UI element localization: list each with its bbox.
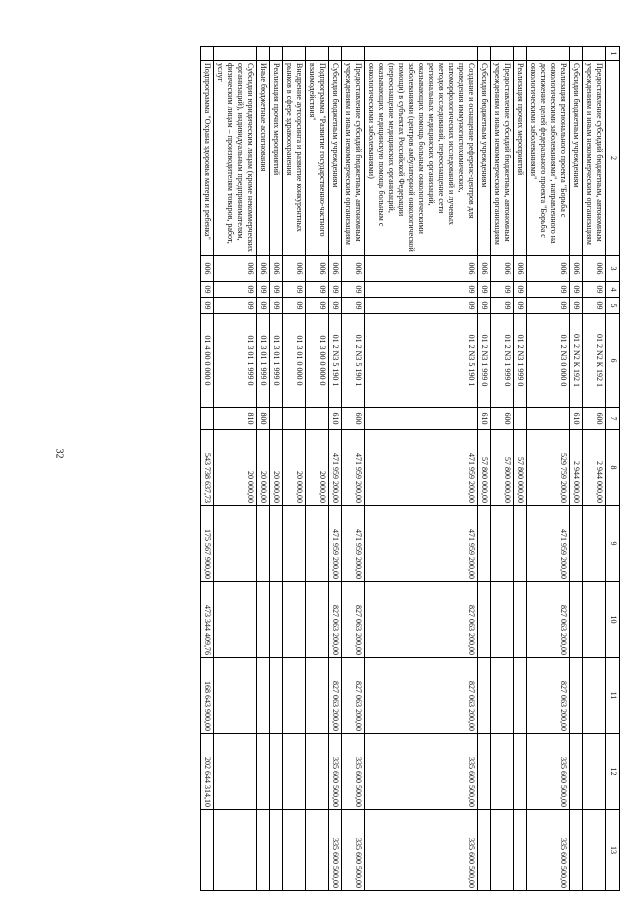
table-cell	[283, 506, 306, 582]
table-cell	[306, 506, 329, 582]
table-cell: 09	[478, 298, 491, 314]
row-name-cell: Реализация регионального проекта "Борьба с онкологическими заболеваниями", направленного на достижение целей федерального проекта "Борьба с онкологическими заболеваниями"	[527, 61, 570, 256]
table-row	[257, 47, 270, 891]
table-cell: 600	[491, 408, 514, 430]
target-code-cell: 01 3 01 1 999 0	[214, 314, 257, 408]
target-code-cell: 01 2 N3 5 190 1	[329, 314, 342, 408]
table-cell: 09	[583, 298, 606, 314]
table-cell: 810	[214, 408, 257, 430]
budget-table-container	[200, 46, 620, 890]
table-cell	[491, 810, 514, 891]
target-code-cell: 01 2 N3 5 190 1	[342, 314, 365, 408]
row-name-cell: Реализация прочих мероприятий	[270, 61, 283, 256]
row-name-cell: Подпрограмма "Развитие государственно-частного взаимодействия"	[306, 61, 329, 256]
table-row	[342, 47, 365, 891]
table-cell	[570, 810, 583, 891]
table-cell	[583, 658, 606, 734]
table-cell	[478, 658, 491, 734]
table-cell	[491, 734, 514, 810]
table-cell	[283, 582, 306, 658]
table-body	[201, 47, 606, 891]
table-cell	[583, 582, 606, 658]
table-cell	[201, 408, 214, 430]
table-cell: 09	[514, 282, 527, 298]
table-cell	[257, 506, 270, 582]
table-cell: 006	[257, 256, 270, 282]
table-cell: 09	[491, 282, 514, 298]
table-cell: 09	[257, 298, 270, 314]
table-cell	[283, 734, 306, 810]
table-cell: 335 600 500,00	[527, 734, 570, 810]
table-cell	[514, 734, 527, 810]
table-cell	[491, 506, 514, 582]
table-cell	[306, 810, 329, 891]
table-cell: 09	[201, 282, 214, 298]
table-cell	[270, 658, 283, 734]
table-cell: 09	[514, 298, 527, 314]
row-name-cell: Внедрение аутсорсинга и развитие конкурентных рынков в сфере здравоохранения	[283, 61, 306, 256]
table-cell: 335 600 500,00	[527, 810, 570, 891]
table-cell: 09	[570, 282, 583, 298]
table-row	[270, 47, 283, 891]
table-cell: 600	[342, 408, 365, 430]
target-code-cell: 01 2 N3 1 999 0	[514, 314, 527, 408]
page-number: 32	[53, 448, 65, 459]
table-cell	[201, 810, 214, 891]
target-code-cell: 01 2 N3 5 190 1	[365, 314, 478, 408]
target-code-cell: 01 3 00 0 000 0	[306, 314, 329, 408]
table-cell: 09	[214, 282, 257, 298]
table-cell: 006	[283, 256, 306, 282]
table-cell	[306, 734, 329, 810]
table-cell: 09	[527, 282, 570, 298]
table-cell: 827 063 200,00	[329, 582, 342, 658]
table-cell	[270, 810, 283, 891]
table-cell: 006	[365, 256, 478, 282]
table-cell	[527, 47, 570, 61]
table-cell: 006	[583, 256, 606, 282]
table-row	[478, 47, 491, 891]
table-row	[583, 47, 606, 891]
budget-table	[200, 46, 620, 891]
row-name-cell: Субсидии бюджетным учреждениям	[478, 61, 491, 256]
column-header: 7	[606, 408, 620, 430]
table-cell: 09	[283, 298, 306, 314]
table-row	[283, 47, 306, 891]
table-cell: 471 959 200,00	[527, 506, 570, 582]
row-name-cell: Субсидии бюджетным учреждениям	[570, 61, 583, 256]
table-cell: 09	[329, 282, 342, 298]
table-cell: 09	[365, 282, 478, 298]
table-cell: 09	[329, 298, 342, 314]
table-cell: 09	[570, 298, 583, 314]
target-code-cell: 01 3 01 1 999 0	[257, 314, 270, 408]
table-cell: 471 959 200,00	[342, 430, 365, 506]
table-row	[214, 47, 257, 891]
table-cell	[583, 734, 606, 810]
target-code-cell: 01 2 N3 1 999 0	[491, 314, 514, 408]
table-cell	[306, 582, 329, 658]
table-cell	[570, 506, 583, 582]
table-cell: 471 959 200,00	[342, 506, 365, 582]
table-cell	[514, 408, 527, 430]
column-header: 12	[606, 734, 620, 810]
table-cell: 09	[257, 282, 270, 298]
table-cell: 471 959 200,00	[329, 506, 342, 582]
row-name-cell: Реализация прочих мероприятий	[514, 61, 527, 256]
table-cell	[491, 582, 514, 658]
table-cell	[365, 408, 478, 430]
table-cell: 471 959 200,00	[365, 506, 478, 582]
table-cell	[270, 582, 283, 658]
table-row	[201, 47, 214, 891]
row-name-cell: Субсидии бюджетным учреждениям	[329, 61, 342, 256]
table-row	[365, 47, 478, 891]
table-row	[306, 47, 329, 891]
table-cell	[478, 734, 491, 810]
column-header: 2	[606, 61, 620, 256]
row-name-cell: Субсидии юридическим лицам (кроме некоммерческих организаций), индивидуальным предпринимателям, физическим лицам – производителям товаров, работ, услуг	[214, 61, 257, 256]
table-cell	[583, 47, 606, 61]
table-cell	[365, 47, 478, 61]
table-cell: 09	[491, 298, 514, 314]
table-row	[491, 47, 514, 891]
table-cell	[283, 408, 306, 430]
table-cell: 827 063 200,00	[527, 582, 570, 658]
column-header: 1	[606, 47, 620, 61]
table-cell	[214, 658, 257, 734]
table-cell: 168 643 900,00	[201, 658, 214, 734]
table-cell: 20 000,00	[283, 430, 306, 506]
table-cell	[570, 582, 583, 658]
row-name-cell: Подпрограмма "Охрана здоровья матери и ребенка"	[201, 61, 214, 256]
column-header: 5	[606, 298, 620, 314]
table-cell	[257, 734, 270, 810]
target-code-cell: 01 2 N3 1 999 0	[478, 314, 491, 408]
table-cell: 20 000,00	[257, 430, 270, 506]
table-cell	[306, 658, 329, 734]
table-cell	[514, 506, 527, 582]
table-cell: 09	[365, 298, 478, 314]
table-cell	[257, 810, 270, 891]
table-cell: 800	[257, 408, 270, 430]
target-code-cell: 01 4 00 0 000 0	[201, 314, 214, 408]
table-cell: 09	[527, 298, 570, 314]
column-header: 6	[606, 314, 620, 408]
table-cell: 57 800 000,00	[491, 430, 514, 506]
table-cell	[306, 408, 329, 430]
table-cell: 09	[214, 298, 257, 314]
table-row	[527, 47, 570, 891]
table-cell: 610	[570, 408, 583, 430]
table-cell: 600	[583, 408, 606, 430]
table-cell	[342, 47, 365, 61]
table-cell	[257, 47, 270, 61]
table-cell	[583, 810, 606, 891]
table-cell	[257, 658, 270, 734]
header-row	[606, 47, 620, 891]
table-cell	[257, 582, 270, 658]
table-cell	[306, 47, 329, 61]
row-name-cell: Предоставление субсидий бюджетным, автономным учреждениям и иным некоммерческим организациям	[491, 61, 514, 256]
row-name-cell: Создание и оснащение референс-центров для проведения иммуногистохимических, патоморфологических исследований и лучевых методов исследований, переоснащение сети региональных медицинских организаций, оказывающих помощь больным онкологическими заболеваниями (центров амбулаторной онкологической помощи) в субъектах Российской Федерации (переоснащение медицинских организаций, оказывающих медицинскую помощь больным с онкологическими заболеваниями)	[365, 61, 478, 256]
table-cell: 529 759 200,00	[527, 430, 570, 506]
table-cell: 006	[201, 256, 214, 282]
table-cell	[270, 47, 283, 61]
table-cell: 827 063 200,00	[329, 658, 342, 734]
table-cell	[270, 734, 283, 810]
column-header: 11	[606, 658, 620, 734]
table-cell	[570, 47, 583, 61]
target-code-cell: 01 2 N3 0 000 0	[527, 314, 570, 408]
column-header: 10	[606, 582, 620, 658]
table-cell: 006	[514, 256, 527, 282]
table-cell: 335 600 500,00	[365, 734, 478, 810]
table-cell: 09	[283, 282, 306, 298]
table-cell	[478, 582, 491, 658]
target-code-cell: 01 3 01 0 000 0	[283, 314, 306, 408]
table-cell	[478, 47, 491, 61]
table-cell: 09	[270, 298, 283, 314]
table-cell	[514, 47, 527, 61]
table-cell: 09	[306, 282, 329, 298]
table-cell: 610	[478, 408, 491, 430]
column-header: 8	[606, 430, 620, 506]
table-cell: 20 000,00	[214, 430, 257, 506]
table-cell	[201, 47, 214, 61]
table-cell: 827 063 200,00	[342, 658, 365, 734]
table-cell: 09	[478, 282, 491, 298]
table-cell: 471 959 200,00	[365, 430, 478, 506]
table-cell	[214, 810, 257, 891]
column-header: 4	[606, 282, 620, 298]
table-cell: 2 944 000,00	[583, 430, 606, 506]
table-cell: 20 000,00	[306, 430, 329, 506]
table-cell: 006	[527, 256, 570, 282]
table-cell	[283, 658, 306, 734]
table-cell: 543 738 637,73	[201, 430, 214, 506]
table-cell: 09	[306, 298, 329, 314]
table-cell: 335 600 500,00	[342, 810, 365, 891]
row-name-cell: Иные бюджетные ассигнования	[257, 61, 270, 256]
table-cell	[214, 582, 257, 658]
table-cell: 57 800 000,00	[514, 430, 527, 506]
table-cell: 827 063 200,00	[365, 582, 478, 658]
table-cell: 006	[342, 256, 365, 282]
table-cell: 20 000,00	[270, 430, 283, 506]
target-code-cell: 01 2 N2 К 192 1	[570, 314, 583, 408]
table-cell: 335 600 500,00	[342, 734, 365, 810]
table-cell	[527, 408, 570, 430]
table-row	[570, 47, 583, 891]
table-cell: 006	[306, 256, 329, 282]
table-cell: 006	[214, 256, 257, 282]
table-cell	[283, 810, 306, 891]
table-cell: 09	[342, 282, 365, 298]
column-header: 13	[606, 810, 620, 891]
table-cell: 09	[270, 282, 283, 298]
table-cell: 175 567 900,00	[201, 506, 214, 582]
table-cell: 006	[329, 256, 342, 282]
table-row	[329, 47, 342, 891]
table-cell: 827 063 200,00	[342, 582, 365, 658]
table-cell: 09	[201, 298, 214, 314]
table-cell: 09	[583, 282, 606, 298]
table-cell	[514, 658, 527, 734]
table-cell: 827 063 200,00	[527, 658, 570, 734]
table-cell: 473 344 409,76	[201, 582, 214, 658]
table-cell: 202 644 314,10	[201, 734, 214, 810]
table-cell: 57 800 000,00	[478, 430, 491, 506]
table-cell	[214, 734, 257, 810]
table-cell: 006	[570, 256, 583, 282]
target-code-cell: 01 2 N2 К 192 1	[583, 314, 606, 408]
table-cell	[514, 582, 527, 658]
table-cell	[329, 47, 342, 61]
table-cell: 006	[491, 256, 514, 282]
table-cell: 006	[478, 256, 491, 282]
table-row	[514, 47, 527, 891]
table-cell	[270, 408, 283, 430]
table-cell	[491, 658, 514, 734]
table-cell	[214, 47, 257, 61]
table-cell	[491, 47, 514, 61]
table-cell	[214, 506, 257, 582]
target-code-cell: 01 3 01 1 999 0	[270, 314, 283, 408]
table-cell	[478, 506, 491, 582]
row-name-cell: Предоставление субсидий бюджетным, автономным учреждениям и иным некоммерческим организациям	[583, 61, 606, 256]
table-cell	[514, 810, 527, 891]
column-header: 9	[606, 506, 620, 582]
table-cell	[583, 506, 606, 582]
table-cell	[570, 658, 583, 734]
table-cell: 335 600 500,00	[329, 734, 342, 810]
column-header: 3	[606, 256, 620, 282]
table-cell: 827 063 200,00	[365, 658, 478, 734]
table-cell: 610	[329, 408, 342, 430]
table-cell: 2 944 000,00	[570, 430, 583, 506]
table-cell: 471 959 200,00	[329, 430, 342, 506]
table-cell: 09	[342, 298, 365, 314]
table-cell	[270, 506, 283, 582]
table-cell: 335 600 500,00	[365, 810, 478, 891]
table-cell	[478, 810, 491, 891]
table-cell	[570, 734, 583, 810]
table-cell: 006	[270, 256, 283, 282]
table-cell: 335 600 500,00	[329, 810, 342, 891]
table-cell	[283, 47, 306, 61]
row-name-cell: Предоставление субсидий бюджетным, автономным учреждениям и иным некоммерческим организациям	[342, 61, 365, 256]
